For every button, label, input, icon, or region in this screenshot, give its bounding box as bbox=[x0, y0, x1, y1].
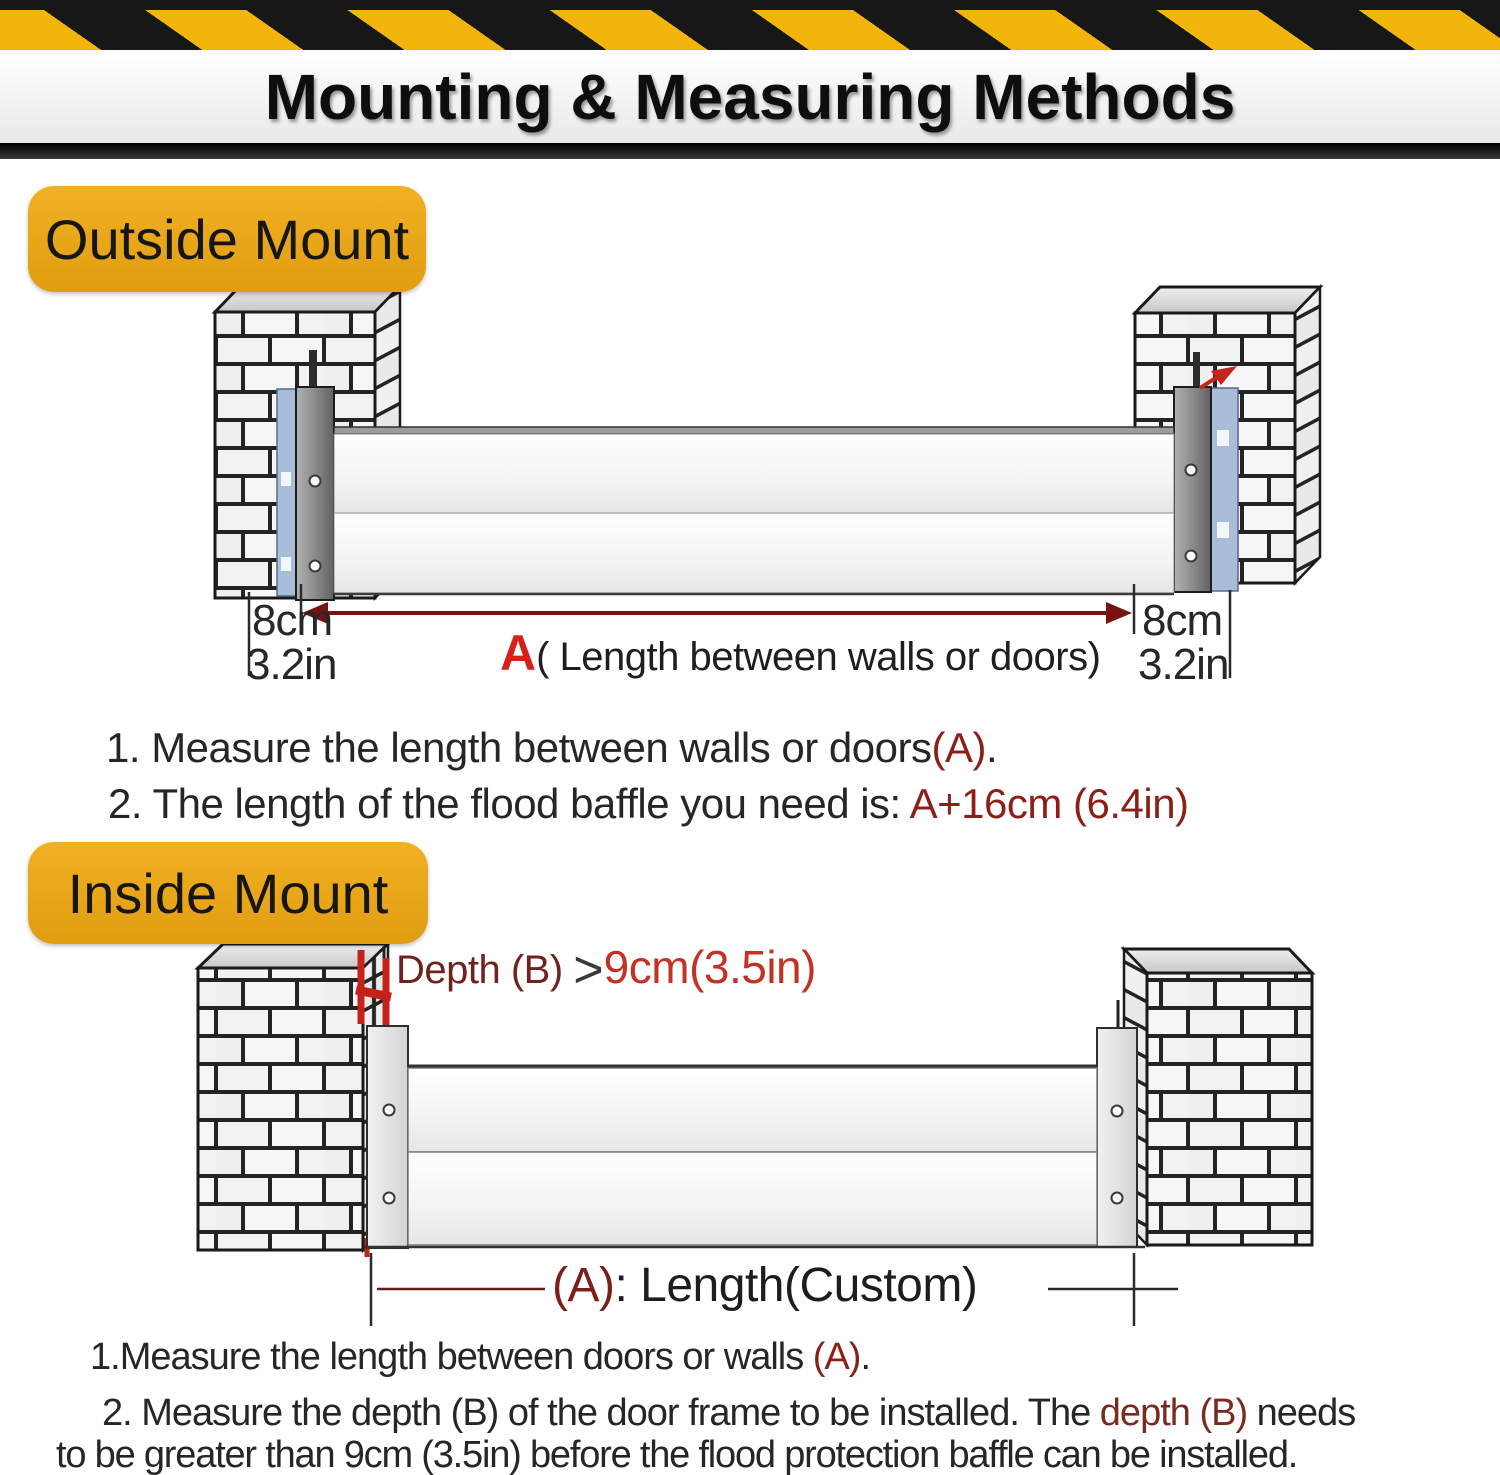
barrier-panel bbox=[408, 1068, 1097, 1152]
step-text: to be greater than 9cm (3.5in) before the flood protection baffle can be installed. bbox=[56, 1434, 1298, 1475]
step-text: . bbox=[986, 724, 998, 771]
pillar-top-slab bbox=[1124, 949, 1312, 973]
arrowhead-right-icon bbox=[1106, 602, 1132, 624]
outside-right-offset-cm: 8cm bbox=[1142, 596, 1223, 645]
outside-step-1 bbox=[106, 724, 997, 772]
pillar-front-face bbox=[198, 968, 363, 1250]
seal-highlight bbox=[1217, 430, 1229, 446]
step-text: . bbox=[860, 1336, 870, 1378]
inside-flood-barrier bbox=[365, 1066, 1145, 1247]
barrier-panel bbox=[334, 434, 1174, 513]
outside-mount-badge-label: Outside Mount bbox=[44, 207, 410, 271]
step-highlight: (A) bbox=[931, 724, 986, 771]
screw-hole bbox=[1186, 465, 1197, 476]
barrier-top-cap bbox=[334, 427, 1174, 434]
step-text: 1. Measure the length between walls or doors bbox=[106, 724, 932, 771]
screw-hole bbox=[1112, 1193, 1123, 1204]
mounting-rail bbox=[1097, 1028, 1137, 1247]
pillar-side-face bbox=[1295, 287, 1320, 583]
outside-flood-barrier bbox=[334, 427, 1174, 594]
outside-mount-badge bbox=[28, 186, 426, 292]
span-label-rest: ( Length between walls or doors) bbox=[536, 635, 1101, 679]
outside-left-offset-in: 3.2in bbox=[246, 640, 337, 689]
seal-highlight bbox=[281, 557, 291, 571]
span-label-a: A bbox=[500, 625, 537, 681]
rail-pin bbox=[1193, 352, 1200, 390]
barrier-panel bbox=[408, 1152, 1097, 1245]
step-text: 2. Measure the depth (B) of the door frame to be installed. The bbox=[102, 1392, 1100, 1434]
screw-hole bbox=[1186, 551, 1197, 562]
inside-step-3 bbox=[56, 1434, 1297, 1475]
step-highlight: A+16cm (6.4in) bbox=[909, 780, 1189, 827]
inside-depth-label bbox=[396, 940, 816, 1000]
outside-step-2 bbox=[108, 780, 1189, 828]
depth-gt: > bbox=[573, 941, 604, 999]
inside-left-pillar bbox=[198, 944, 408, 1257]
depth-name: Depth (B) bbox=[396, 948, 574, 992]
outside-span-label bbox=[500, 624, 1100, 682]
length-label-rest: : Length(Custom) bbox=[614, 1259, 978, 1312]
inside-length-label bbox=[552, 1258, 977, 1313]
step-text: 1.Measure the length between doors or walls bbox=[90, 1336, 813, 1378]
inside-mount-badge-label: Inside Mount bbox=[67, 861, 389, 925]
pillar-top-slab bbox=[1135, 287, 1320, 313]
inside-step-1 bbox=[90, 1336, 870, 1379]
step-text: 2. The length of the flood baffle you need is: bbox=[108, 780, 910, 827]
outside-left-offset-cm: 8cm bbox=[252, 596, 333, 645]
step-text: needs bbox=[1247, 1392, 1356, 1434]
pillar-front-face bbox=[1147, 973, 1312, 1245]
page-title: Mounting & Measuring Methods bbox=[264, 60, 1236, 133]
inside-right-pillar bbox=[1097, 949, 1312, 1247]
mounting-rail bbox=[367, 1026, 408, 1248]
depth-value: 9cm(3.5in) bbox=[603, 941, 816, 993]
screw-hole bbox=[384, 1193, 395, 1204]
rail-pin bbox=[309, 350, 317, 392]
screw-hole bbox=[310, 561, 321, 572]
length-label-a: (A) bbox=[552, 1259, 615, 1312]
inside-mount-badge bbox=[28, 842, 428, 944]
barrier-panel bbox=[334, 513, 1174, 593]
screw-hole bbox=[310, 476, 321, 487]
screw-hole bbox=[1112, 1106, 1123, 1117]
inside-step-2 bbox=[102, 1392, 1355, 1435]
seal-highlight bbox=[281, 472, 291, 486]
step-highlight: depth (B) bbox=[1099, 1392, 1248, 1434]
outside-right-offset-in: 3.2in bbox=[1138, 640, 1229, 689]
screw-hole bbox=[384, 1105, 395, 1116]
seal-strip bbox=[1211, 388, 1238, 591]
step-highlight: (A) bbox=[812, 1336, 861, 1378]
seal-highlight bbox=[1217, 522, 1229, 538]
